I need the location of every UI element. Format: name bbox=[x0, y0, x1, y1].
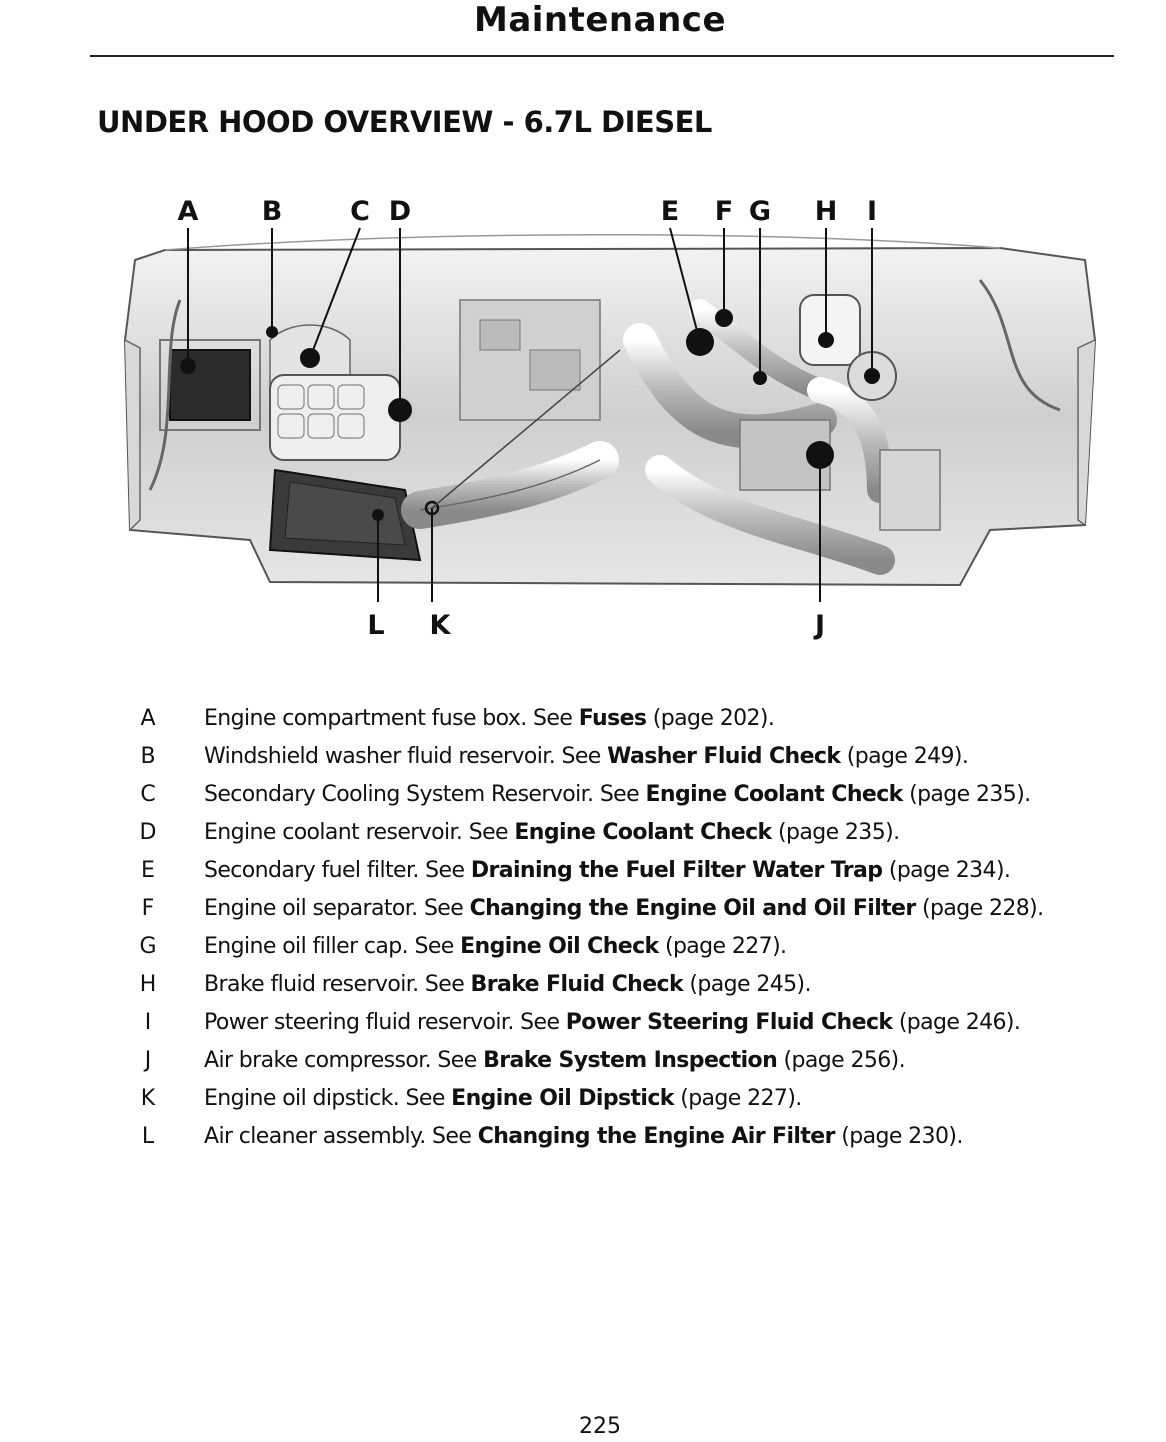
legend-letter: K bbox=[140, 1086, 156, 1111]
legend-reference: Changing the Engine Air Filter bbox=[477, 1124, 835, 1149]
legend-description: Air cleaner assembly. See Changing the Engine Air Filter (page 230). bbox=[204, 1124, 963, 1149]
legend-row bbox=[0, 1118, 1166, 1156]
legend-reference: Brake Fluid Check bbox=[470, 972, 684, 997]
callout-c: C bbox=[350, 196, 370, 227]
legend-row bbox=[0, 700, 1166, 738]
legend-description: Power steering fluid reservoir. See Power Steering Fluid Check (page 246). bbox=[204, 1010, 1021, 1035]
coolant-reservoir bbox=[270, 375, 400, 460]
legend-letter: J bbox=[144, 1048, 152, 1073]
legend-reference: Draining the Fuel Filter Water Trap bbox=[470, 858, 883, 883]
legend-reference: Engine Oil Check bbox=[460, 934, 659, 959]
legend-description: Air brake compressor. See Brake System Inspection (page 256). bbox=[204, 1048, 906, 1073]
engine-illustration bbox=[120, 190, 1100, 650]
legend-reference: Power Steering Fluid Check bbox=[565, 1010, 893, 1035]
legend-description: Engine oil dipstick. See Engine Oil Dipstick (page 227). bbox=[204, 1086, 802, 1111]
legend-letter: D bbox=[139, 820, 157, 845]
legend-reference: Brake System Inspection bbox=[483, 1048, 778, 1073]
legend-letter: G bbox=[139, 934, 157, 959]
legend-reference: Engine Oil Dipstick bbox=[451, 1086, 674, 1111]
callout-h: H bbox=[814, 196, 838, 227]
legend-row bbox=[0, 776, 1166, 814]
callout-i: I bbox=[866, 196, 878, 227]
legend-reference: Engine Coolant Check bbox=[645, 782, 903, 807]
legend-row bbox=[0, 890, 1166, 928]
callout-l: L bbox=[367, 610, 385, 641]
legend-row bbox=[0, 852, 1166, 890]
callout-a: A bbox=[177, 196, 199, 227]
callout-k: K bbox=[429, 610, 451, 641]
legend-reference: Fuses bbox=[578, 706, 647, 731]
legend-description: Engine oil filler cap. See Engine Oil Check (page 227). bbox=[204, 934, 787, 959]
callout-g: G bbox=[748, 196, 772, 227]
brake-fluid-reservoir bbox=[800, 295, 860, 365]
legend-description: Engine coolant reservoir. See Engine Coolant Check (page 235). bbox=[204, 820, 900, 845]
callout-e: E bbox=[660, 196, 680, 227]
legend-letter: I bbox=[144, 1010, 152, 1035]
legend-letter: C bbox=[140, 782, 156, 807]
legend-letter: E bbox=[141, 858, 155, 883]
engine-diagram bbox=[120, 190, 1100, 650]
page-number: 225 bbox=[579, 1414, 621, 1439]
callout-b: B bbox=[261, 196, 283, 227]
legend-reference: Changing the Engine Oil and Oil Filter bbox=[469, 896, 916, 921]
legend-row bbox=[0, 1004, 1166, 1042]
legend-row bbox=[0, 1042, 1166, 1080]
legend-description: Engine oil separator. See Changing the Engine Oil and Oil Filter (page 228). bbox=[204, 896, 1044, 921]
legend-description: Secondary fuel filter. See Draining the Fuel Filter Water Trap (page 234). bbox=[204, 858, 1011, 883]
section-title: UNDER HOOD OVERVIEW - 6.7L DIESEL bbox=[97, 105, 712, 139]
legend-description: Windshield washer fluid reservoir. See Washer Fluid Check (page 249). bbox=[204, 744, 969, 769]
callout-f: F bbox=[714, 196, 734, 227]
legend-row bbox=[0, 1080, 1166, 1118]
legend-row bbox=[0, 966, 1166, 1004]
legend-row bbox=[0, 928, 1166, 966]
legend-reference: Washer Fluid Check bbox=[607, 744, 841, 769]
legend-description: Secondary Cooling System Reservoir. See Engine Coolant Check (page 235). bbox=[204, 782, 1031, 807]
legend-reference: Engine Coolant Check bbox=[514, 820, 772, 845]
page-header-title: Maintenance bbox=[473, 0, 727, 40]
fuse-box bbox=[170, 350, 250, 420]
legend-row bbox=[0, 814, 1166, 852]
legend-letter: A bbox=[140, 706, 156, 731]
legend-description: Engine compartment fuse box. See Fuses (page 202). bbox=[204, 706, 775, 731]
callout-j: J bbox=[814, 610, 826, 641]
legend-letter: F bbox=[141, 896, 155, 921]
callout-d: D bbox=[388, 196, 412, 227]
header-divider bbox=[90, 55, 1114, 57]
legend-letter: H bbox=[139, 972, 157, 997]
legend-description: Brake fluid reservoir. See Brake Fluid Check (page 245). bbox=[204, 972, 811, 997]
legend-letter: L bbox=[141, 1124, 155, 1149]
legend-letter: B bbox=[140, 744, 156, 769]
legend-row bbox=[0, 738, 1166, 776]
